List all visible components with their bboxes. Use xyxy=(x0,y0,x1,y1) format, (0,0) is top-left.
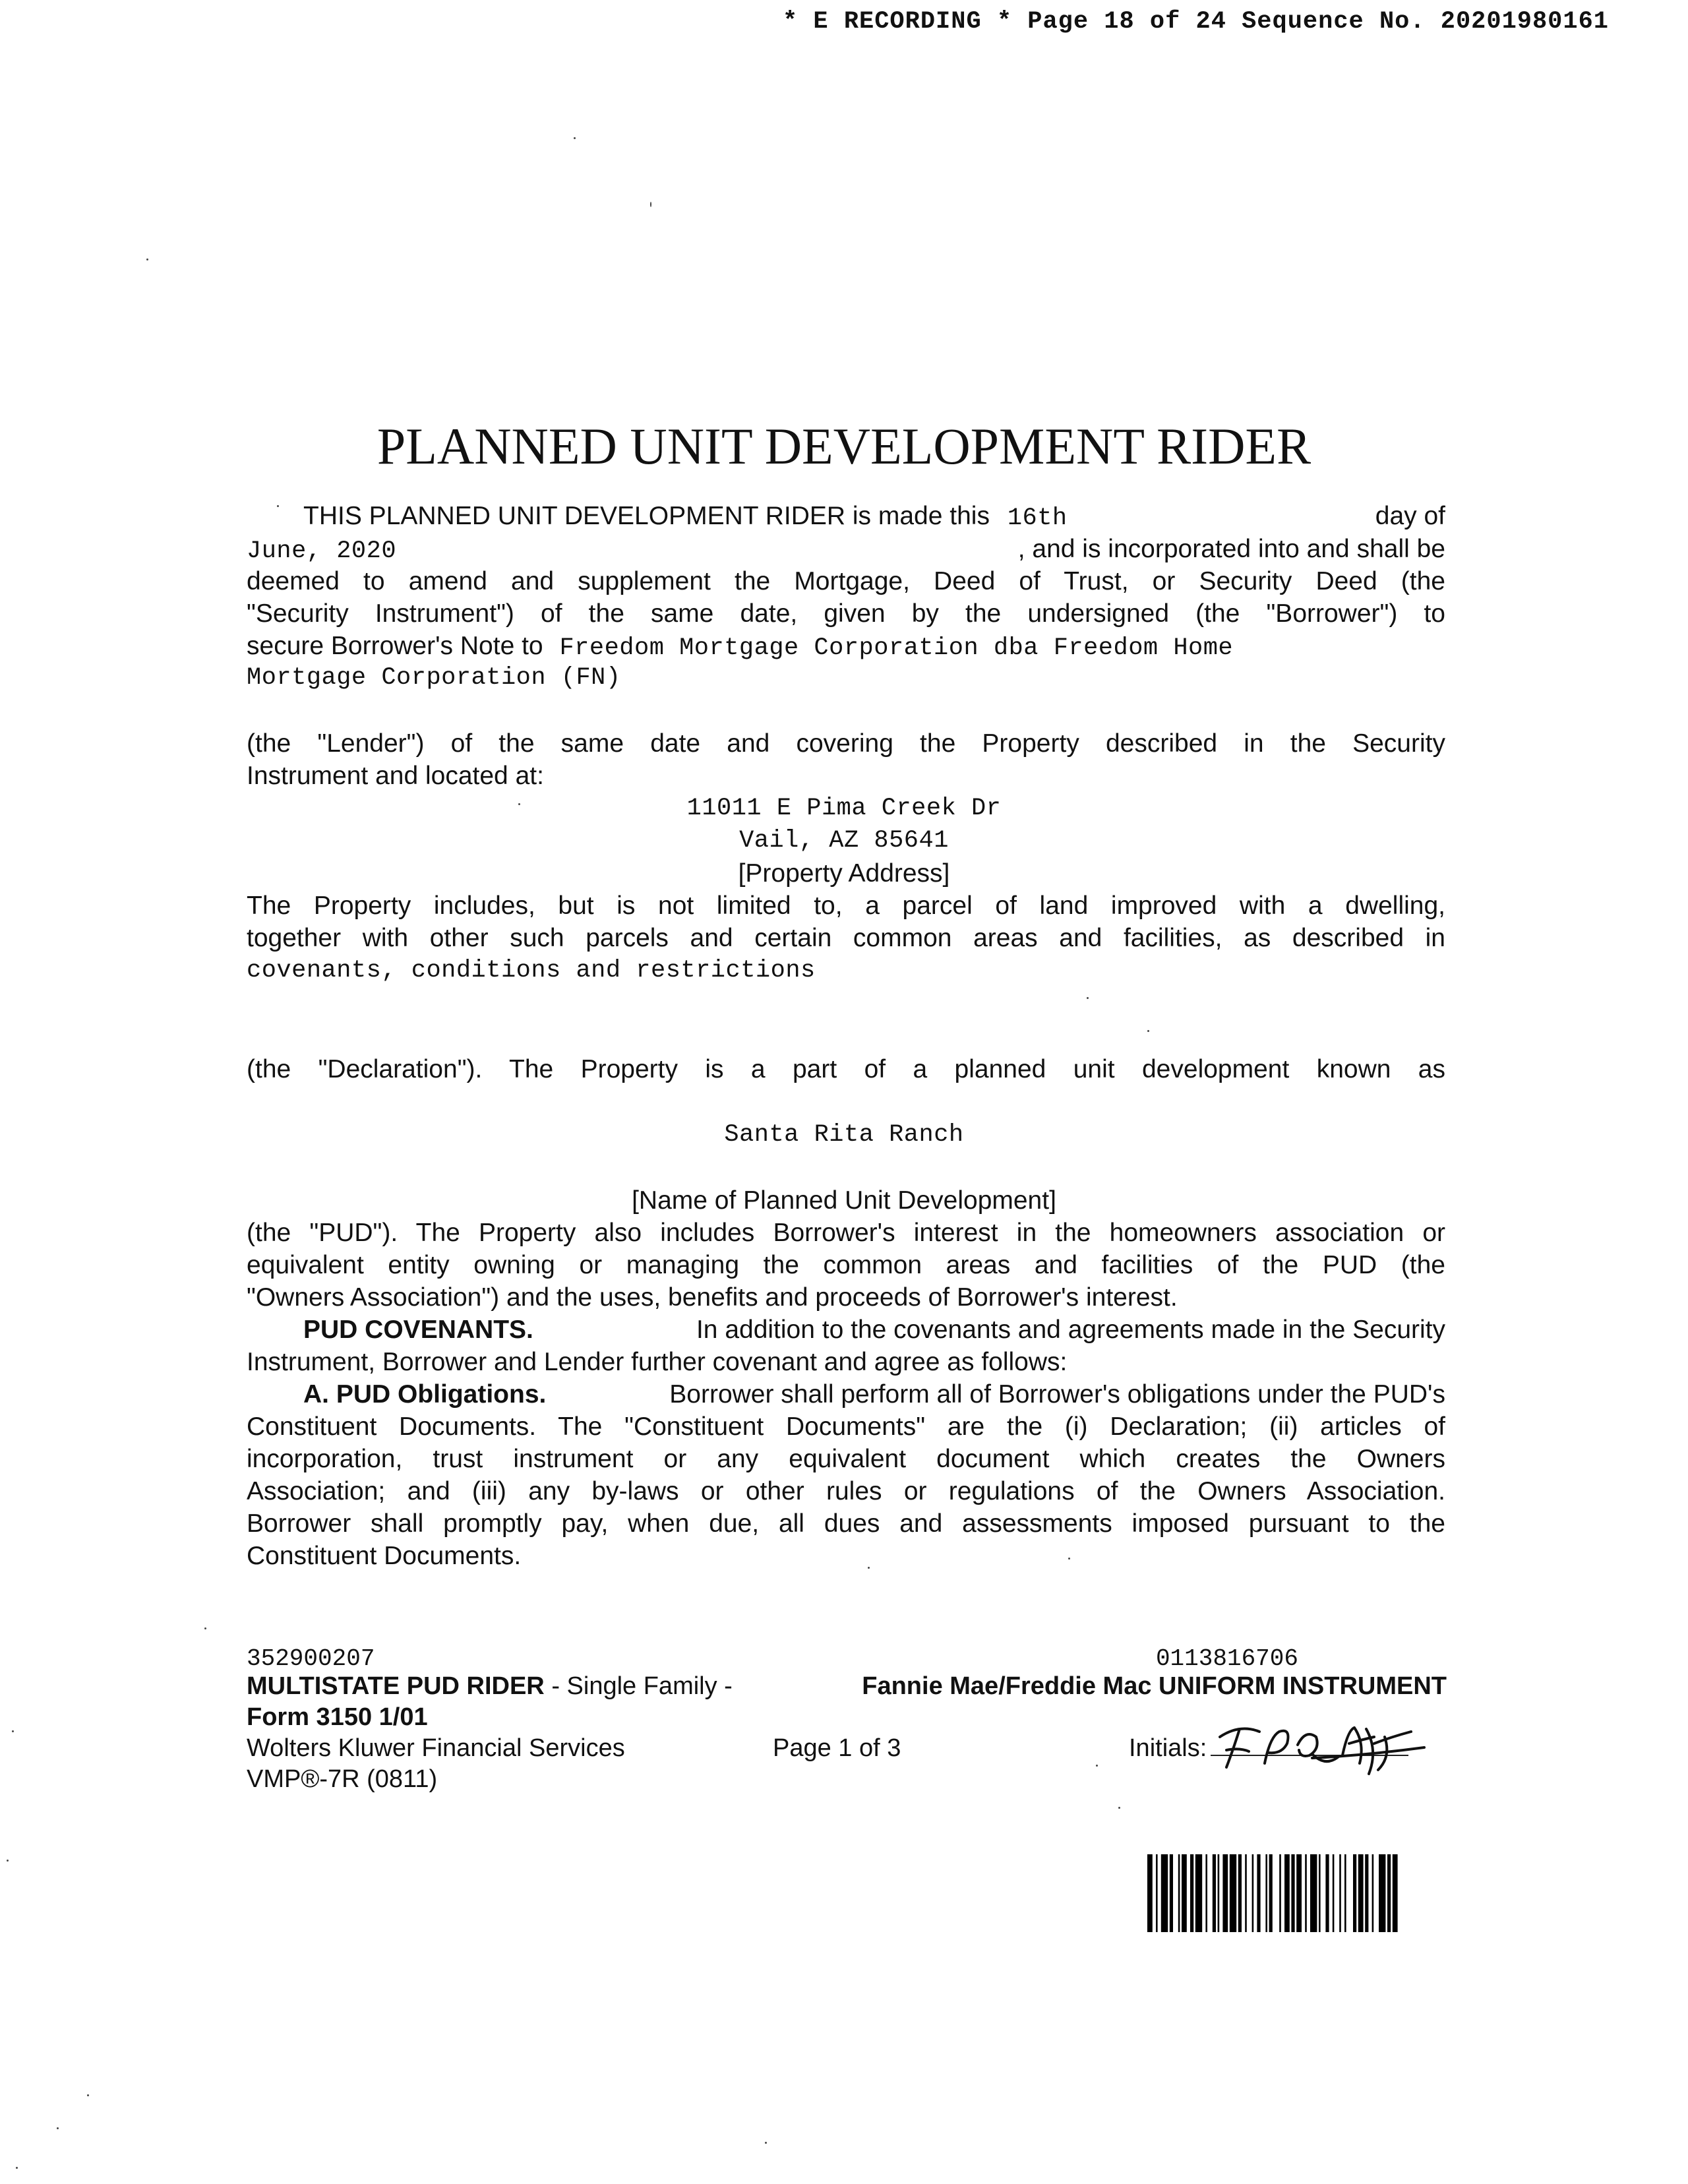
security-instrument-line: "Security Instrument") of the same date, given by the undersigned (the "Borrower") to xyxy=(247,599,1445,628)
pud-obligations-text-1: Borrower shall perform all of Borrower's obligations under the PUD's xyxy=(669,1380,1445,1409)
barcode-bar xyxy=(1393,1854,1398,1932)
property-includes-line-2: together with other such parcels and certain common areas and facilities, as described in xyxy=(247,924,1445,952)
form-title-right: Fannie Mae/Freddie Mac UNIFORM INSTRUMENT xyxy=(862,1672,1447,1700)
recording-header: * E RECORDING * Page 18 of 24 Sequence No. 20201980161 xyxy=(783,8,1609,36)
pud-covenants-line-2: Instrument, Borrower and Lender further covenant and agree as follows: xyxy=(247,1348,1068,1376)
barcode-bar xyxy=(1156,1854,1158,1932)
barcode-bar xyxy=(1269,1854,1273,1932)
pud-paragraph-line-2: equivalent entity owning or managing the common areas and facilities of the PUD (the xyxy=(247,1251,1445,1279)
barcode-bar xyxy=(1365,1854,1368,1932)
amend-line: deemed to amend and supplement the Mortgage, Deed of Trust, or Security Deed (the xyxy=(247,567,1445,595)
intro-lead: THIS PLANNED UNIT DEVELOPMENT RIDER is made this xyxy=(303,502,990,530)
covenants-conditions-restrictions: covenants, conditions and restrictions xyxy=(247,957,816,985)
barcode-bar xyxy=(1387,1854,1391,1932)
barcode-bar xyxy=(1245,1854,1247,1932)
vmp-code: VMP®-7R (0811) xyxy=(247,1765,438,1793)
barcode-bar xyxy=(1305,1854,1307,1932)
incorporated-text: , and is incorporated into and shall be xyxy=(1017,535,1445,563)
barcode-bar xyxy=(1238,1854,1242,1932)
property-address-city: Vail, AZ 85641 xyxy=(739,827,949,855)
barcode-bar xyxy=(1178,1854,1180,1932)
form-number: Form 3150 1/01 xyxy=(247,1703,428,1731)
barcode-bar xyxy=(1319,1854,1321,1932)
pud-paragraph-line-1: (the "PUD"). The Property also includes Borrower's interest in the homeowners association or xyxy=(247,1219,1445,1247)
page-title: PLANNED UNIT DEVELOPMENT RIDER xyxy=(377,417,1311,475)
barcode-bar xyxy=(1205,1854,1207,1932)
form-title-row xyxy=(247,1671,1447,1702)
lender-name-continued: Mortgage Corporation (FN) xyxy=(247,664,621,692)
barcode-bar xyxy=(1218,1854,1220,1932)
barcode-bar xyxy=(1344,1854,1346,1932)
barcode-bar xyxy=(1213,1854,1216,1932)
rider-day: 16th xyxy=(1007,504,1068,532)
note-to-label: secure Borrower's Note to xyxy=(247,632,543,660)
pud-obligations-line xyxy=(247,1378,1445,1410)
barcode-bar xyxy=(1339,1854,1341,1932)
barcode-bar xyxy=(1182,1854,1187,1932)
form-title-bold: MULTISTATE PUD RIDER xyxy=(247,1672,545,1700)
pud-paragraph-line-3: "Owners Association") and the uses, benefits and proceeds of Borrower's interest. xyxy=(247,1283,1178,1312)
barcode-bar xyxy=(1372,1854,1374,1932)
initials-signature xyxy=(1213,1717,1437,1780)
initials-label: Initials: xyxy=(1129,1734,1207,1762)
barcode-bar xyxy=(1279,1854,1281,1932)
barcode-bar xyxy=(1333,1854,1335,1932)
pud-obligations-text-3: incorporation, trust instrument or any equivalent document which creates the Owners xyxy=(247,1445,1445,1473)
form-title-mid: - Single Family - xyxy=(544,1672,733,1700)
barcode-bar xyxy=(1358,1854,1364,1932)
date-line xyxy=(247,533,1445,568)
pud-obligations-text-5: Borrower shall promptly pay, when due, all dues and assessments imposed pursuant to the xyxy=(247,1509,1445,1538)
rider-month-year: June, 2020 xyxy=(247,537,397,565)
barcode xyxy=(1147,1854,1444,1932)
pud-obligations-text-6: Constituent Documents. xyxy=(247,1542,522,1570)
pud-obligations-heading: A. PUD Obligations. xyxy=(303,1380,547,1409)
barcode-bar xyxy=(1310,1854,1317,1932)
lender-name: Freedom Mortgage Corporation dba Freedom Home xyxy=(559,634,1234,662)
barcode-bar xyxy=(1353,1854,1356,1932)
pud-obligations-text-4: Association; and (iii) any by-laws or other rules or regulations of the Owners Association. xyxy=(247,1477,1445,1505)
pud-covenants-text: In addition to the covenants and agreements made in the Security xyxy=(696,1316,1445,1344)
barcode-bar xyxy=(1325,1854,1329,1932)
barcode-bar xyxy=(1222,1854,1228,1932)
note-to-line xyxy=(247,630,1445,665)
barcode-bar xyxy=(1265,1854,1267,1932)
lender-line: (the "Lender") of the same date and covering the Property described in the Security xyxy=(247,729,1445,758)
barcode-bar xyxy=(1284,1854,1290,1932)
barcode-bar xyxy=(1190,1854,1193,1932)
publisher: Wolters Kluwer Financial Services xyxy=(247,1734,625,1762)
pud-name: Santa Rita Ranch xyxy=(724,1121,964,1149)
barcode-bar xyxy=(1252,1854,1254,1932)
barcode-bar xyxy=(1195,1854,1202,1932)
pud-obligations-text-2: Constituent Documents. The "Constituent Documents" are the (i) Declaration; (ii) articles of xyxy=(247,1412,1445,1441)
page-label: Page 1 of 3 xyxy=(773,1734,901,1762)
barcode-bar xyxy=(1379,1854,1385,1932)
intro-line xyxy=(247,500,1445,535)
barcode-bar xyxy=(1230,1854,1236,1932)
loan-number-left: 352900207 xyxy=(247,1645,375,1672)
barcode-bar xyxy=(1296,1854,1302,1932)
declaration-line: (the "Declaration"). The Property is a part of a planned unit development known as xyxy=(247,1055,1445,1083)
property-includes-line-1: The Property includes, but is not limited to, a parcel of land improved with a dwelling, xyxy=(247,892,1445,920)
barcode-bar xyxy=(1257,1854,1260,1932)
property-address-street: 11011 E Pima Creek Dr xyxy=(686,795,1002,822)
pud-covenants-heading: PUD COVENANTS. xyxy=(303,1316,533,1344)
barcode-bar xyxy=(1170,1854,1173,1932)
barcode-bar xyxy=(1147,1854,1153,1932)
property-address-label: [Property Address] xyxy=(738,859,950,888)
loan-number-right: 0113816706 xyxy=(1155,1645,1298,1672)
located-at: Instrument and located at: xyxy=(247,762,544,790)
day-of-label: day of xyxy=(1375,502,1445,530)
pud-covenants-line xyxy=(247,1314,1445,1346)
barcode-bar xyxy=(1161,1854,1168,1932)
pud-name-label: [Name of Planned Unit Development] xyxy=(632,1186,1056,1215)
footer-numbers xyxy=(247,1645,1298,1672)
barcode-bar xyxy=(1291,1854,1294,1932)
